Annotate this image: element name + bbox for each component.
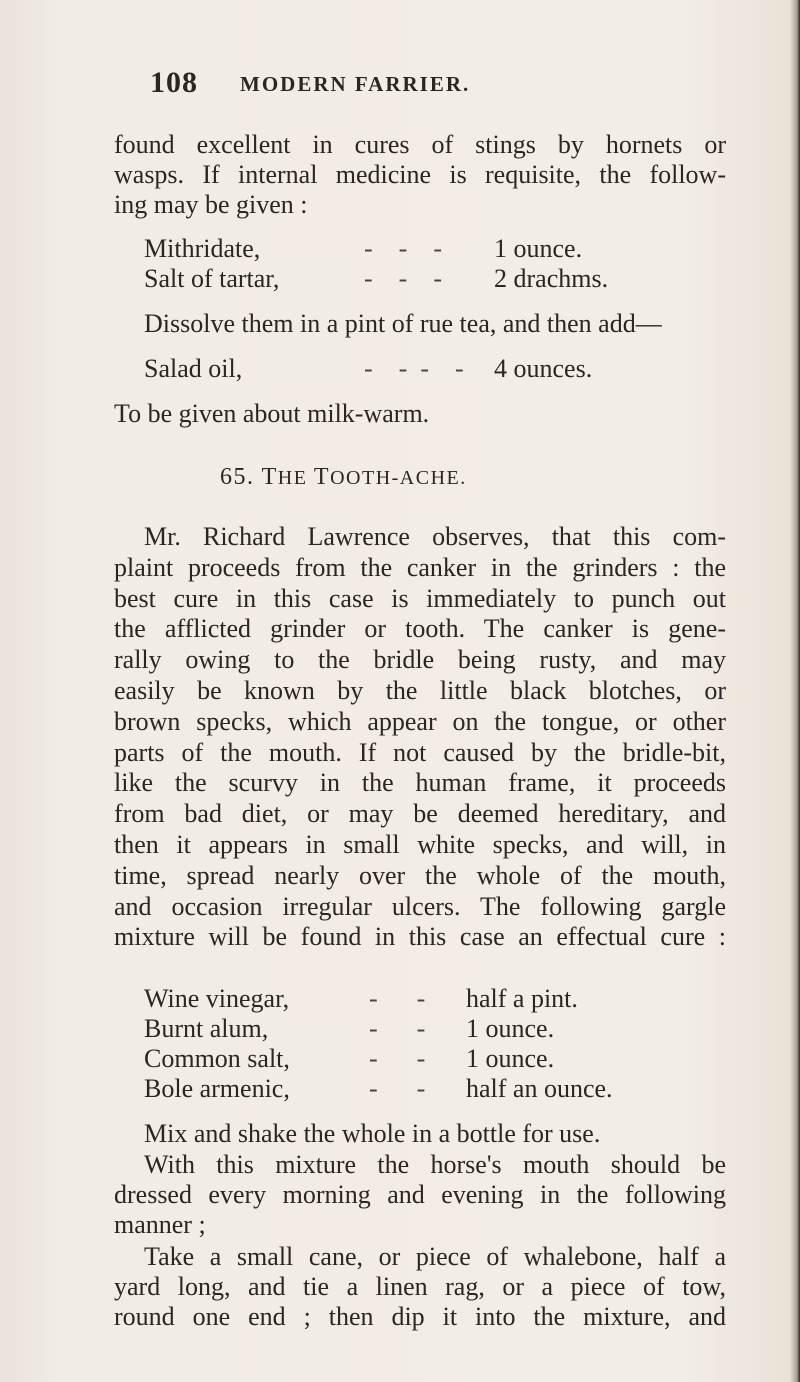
text-line: To be given about milk-warm. <box>114 399 430 428</box>
ingredient: Bole armenic, <box>144 1074 290 1103</box>
recipe-row <box>144 234 724 266</box>
quantity: 1 ounce. <box>494 234 583 263</box>
ingredient: Salt of tartar, <box>144 264 280 293</box>
text-line: easily be known by the little black blotches, or <box>114 675 726 705</box>
recipe-row <box>144 1044 724 1076</box>
title-smallcaps: HE <box>277 467 314 489</box>
text-line: brown specks, which appear on the tongue, or other <box>114 706 726 736</box>
intro-paragraph <box>114 130 726 220</box>
given-line <box>114 399 726 429</box>
text-line: from bad diet, or may be deemed hereditary, and <box>114 799 726 829</box>
dashes: - - <box>369 1074 426 1103</box>
dashes: - - - - <box>364 354 464 383</box>
quantity: half an ounce. <box>466 1074 613 1103</box>
text-line: best cure in this case is immediately to punch out <box>114 583 726 613</box>
final-paragraph <box>114 1242 726 1332</box>
text-line: then it appears in small white specks, and will, in <box>114 829 726 859</box>
text-line: ing may be given : <box>114 190 308 219</box>
running-head: MODERN FARRIER. <box>240 72 471 96</box>
dissolve-line <box>144 309 736 339</box>
text-line: manner ; <box>114 1210 206 1239</box>
text-line: Take a small cane, or piece of whalebone, half a <box>144 1242 726 1271</box>
page-header <box>150 66 750 106</box>
dashes: - - <box>369 1014 426 1043</box>
quantity: 4 ounces. <box>494 354 593 383</box>
quantity: 2 drachms. <box>494 264 609 293</box>
main-paragraph <box>114 522 726 953</box>
dashes: - - - <box>364 234 442 263</box>
text-line: mixture will be found in this case an effectual cure : <box>114 922 726 952</box>
dressing-paragraph <box>114 1150 726 1240</box>
text-line: yard long, and tie a linen rag, or a piece of tow, <box>114 1272 726 1301</box>
text-line: like the scurvy in the human frame, it proceeds <box>114 768 726 798</box>
dashes: - - - <box>364 264 442 293</box>
text-line: parts of the mouth. If not caused by the bridle-bit, <box>114 737 726 767</box>
text-line: found excellent in cures of stings by hornets or <box>114 130 726 159</box>
text-line: Mr. Richard Lawrence observes, that this com- <box>144 522 726 551</box>
text-line: Dissolve them in a pint of rue tea, and then add— <box>144 309 662 338</box>
section-title <box>220 464 640 496</box>
text-line: Mix and shake the whole in a bottle for use. <box>144 1119 601 1148</box>
quantity: half a pint. <box>466 984 578 1013</box>
dashes: - - <box>369 1044 426 1073</box>
text-line: the afflicted grinder or tooth. The canker is gene- <box>114 614 726 644</box>
text-line: and occasion irregular ulcers. The following gargle <box>114 891 726 921</box>
text-line: rally owing to the bridle being rusty, and may <box>114 645 726 675</box>
quantity: 1 ounce. <box>466 1044 555 1073</box>
title-smallcaps: OOTH-ACHE. <box>330 467 467 489</box>
ingredient: Salad oil, <box>144 354 243 383</box>
recipe-row <box>144 1074 724 1106</box>
recipe-row <box>144 1014 724 1046</box>
text-line: wasps. If internal medicine is requisite, the follow- <box>114 160 726 189</box>
ingredient: Wine vinegar, <box>144 984 290 1013</box>
recipe-row <box>144 984 724 1016</box>
text-line: With this mixture the horse's mouth should be <box>144 1150 726 1179</box>
title-letter: T <box>313 464 331 490</box>
dashes: - - <box>369 984 426 1013</box>
recipe-row <box>144 354 724 386</box>
text-line: round one end ; then dip it into the mixture, and <box>114 1302 726 1331</box>
recipe-row <box>144 264 724 296</box>
page-number: 108 <box>150 66 198 99</box>
ingredient: Common salt, <box>144 1044 290 1073</box>
text-line: plaint proceeds from the canker in the grinders : the <box>114 552 726 582</box>
section-number: 65. <box>220 464 255 490</box>
ingredient: Burnt alum, <box>144 1014 269 1043</box>
text-line: time, spread nearly over the whole of the mouth, <box>114 860 726 890</box>
mix-line <box>144 1119 736 1149</box>
page-edge-shadow <box>790 0 800 1382</box>
quantity: 1 ounce. <box>466 1014 555 1043</box>
title-letter: T <box>261 464 278 490</box>
text-line: dressed every morning and evening in the following <box>114 1180 726 1209</box>
ingredient: Mithridate, <box>144 234 261 263</box>
